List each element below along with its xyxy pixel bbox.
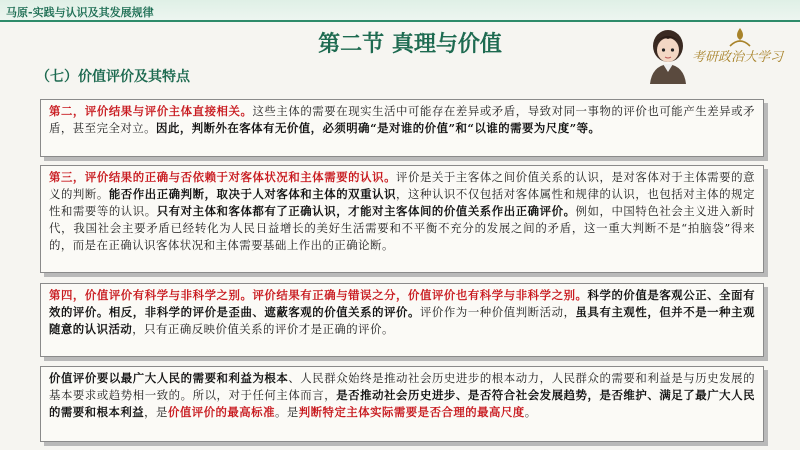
card-text-segment: 价值评价的最高标准 bbox=[167, 405, 275, 419]
card-text-segment: 是否推动社会历史进步、是否符合社会发展趋势，是否维护、满足了最广大人民的需要和根本利益 bbox=[49, 388, 755, 419]
card-text-segment: ，只有正确反映价值关系的评价才是正确的评价。 bbox=[132, 322, 394, 336]
card-text-segment: 判断特定主体实际需要是否合理的最高尺度 bbox=[298, 405, 525, 419]
card-text-segment: 价值评价要以最广大人民的需要和利益为根本 bbox=[49, 371, 289, 385]
card-text-segment: 科学的价值是客观公正、全面有效的评价。相反，非科学的评价是歪曲、遮蔽客观的价值关系的评价。 bbox=[49, 288, 755, 319]
brand-mark-icon bbox=[726, 26, 754, 48]
content-card-2 bbox=[40, 165, 764, 273]
card-text-segment: 能否作出正确判断，取决于人对客体和主体的双重认识 bbox=[108, 187, 397, 201]
card-text-segment: 因此，判断外在客体有无价值，必须明确“是对谁的价值”和“以谁的需要为尺度”等。 bbox=[156, 121, 601, 135]
card-text-segment: ，这种认识不仅包括对客体属性和规律的认识，也包括对主体的规定性和需要等的认识。 bbox=[49, 187, 755, 218]
card-text-segment: 第四，价值评价有科学与非科学之别。评价结果有正确与错误之分，价值评价也有科学与非科学之别。 bbox=[49, 288, 588, 302]
card-text-segment: 。 bbox=[524, 405, 537, 419]
card-text-segment: 这些主体的需要在现实生活中可能存在差异或矛盾，导致对同一事物的评价也可能产生差异或矛盾，甚至完全对立。 bbox=[49, 104, 755, 135]
brand-logo bbox=[634, 22, 794, 86]
card-text-segment: 评价是关于主客体之间价值关系的认识，是对客体对于主体需要的意义的判断。 bbox=[49, 170, 755, 201]
card-text-segment: 只有对主体和客体都有了正确认识，才能对主客体间的价值关系作出正确评价。 bbox=[156, 204, 576, 218]
content-card-4 bbox=[40, 366, 764, 442]
page-title: 第二节 真理与价值 bbox=[318, 32, 502, 57]
card-text-segment: 第三，评价结果的正确与否依赖于对客体状况和主体需要的认识。 bbox=[49, 170, 397, 184]
top-bar bbox=[0, 0, 800, 22]
card-text-segment: ，是 bbox=[144, 405, 168, 419]
breadcrumb: 马原-实践与认识及其发展规律 bbox=[6, 6, 154, 19]
content-card-3 bbox=[40, 283, 764, 357]
card-text-segment: 虽具有主观性，但并不是一种主观随意的认识活动 bbox=[49, 305, 755, 336]
card-text-segment: 。是 bbox=[274, 405, 299, 419]
subheading: （七）价值评价及其特点 bbox=[36, 69, 190, 85]
card-text-segment: 评价作为一种价值判断活动， bbox=[419, 305, 576, 319]
card-text-segment: 第二，评价结果与评价主体直接相关。 bbox=[49, 104, 253, 118]
content-card-1 bbox=[40, 99, 764, 157]
brand-text: 考研政治大学习 bbox=[692, 50, 784, 65]
card-text-segment: 、人民群众始终是推动社会历史进步的根本动力，人民群众的需要和利益是与历史发展的基本要求或趋势相一致的。所以，对于任何主体而言， bbox=[49, 371, 755, 402]
avatar-icon bbox=[644, 26, 692, 84]
card-text-segment: 例如，中国特色社会主义进入新时代，我国社会主要矛盾已经转化为人民日益增长的美好生活需要和不平衡不充分的发展之间的矛盾，这一重大判断不是“拍脑袋”得来的，而是在正确认识客体状况和主体需要基础上作出的正确论断。 bbox=[49, 204, 755, 252]
